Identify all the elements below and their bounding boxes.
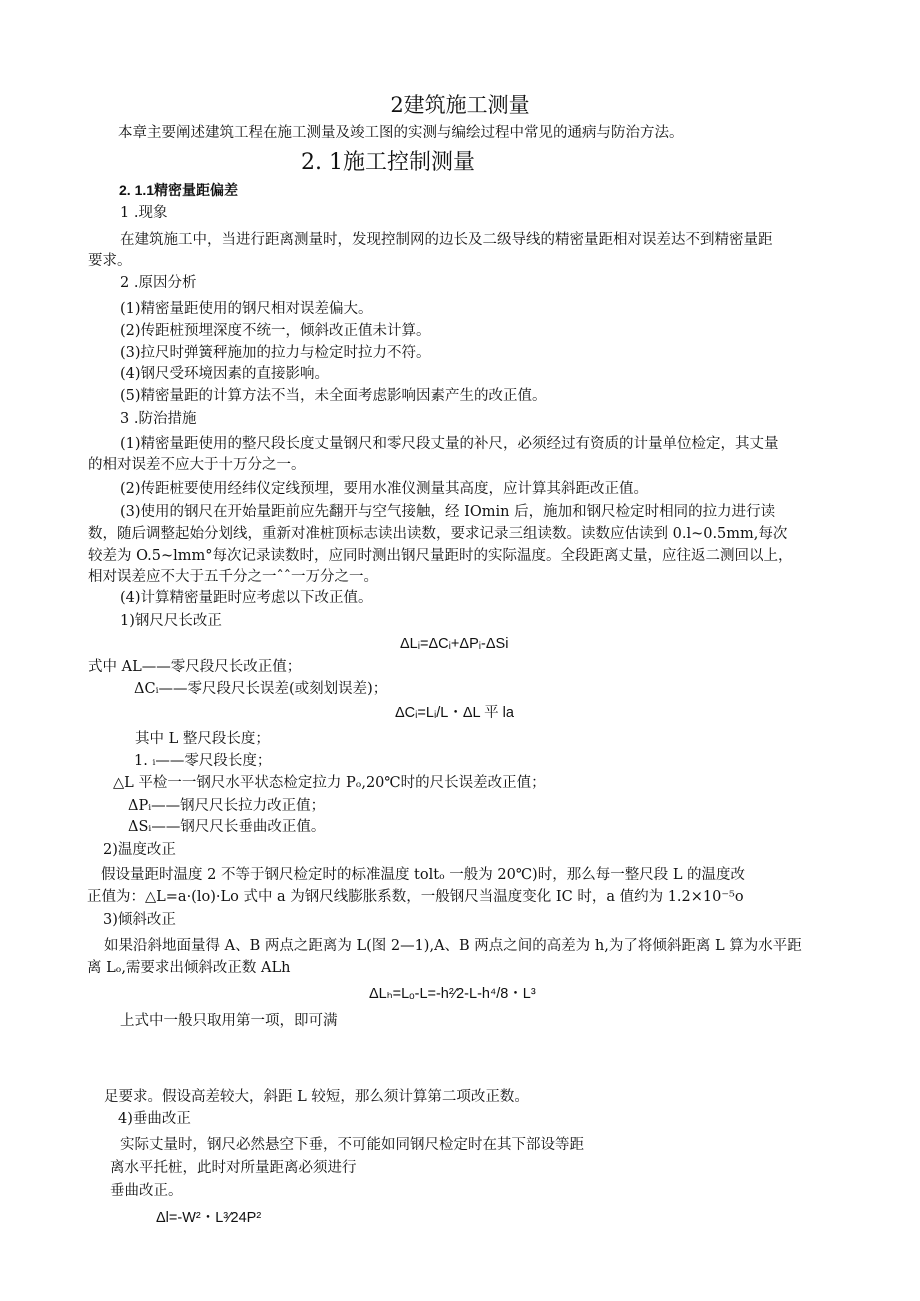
text-line: (2)传距桩要使用经纬仪定线预埋，要用水准仪测量其高度，应计算其斜距改正值。: [120, 481, 649, 497]
formula: Δl=-W²・L³⁄24P²: [156, 1210, 262, 1226]
text-line: (2)传距桩预埋深度不统一，倾斜改正值未计算。: [120, 323, 431, 339]
text-line: 1 .现象: [120, 205, 168, 221]
text-line: 2)温度改正: [103, 842, 176, 858]
text-line: 式中 AL——零尺段尺长改正值；: [88, 659, 302, 675]
text-line: 相对误差应不大于五千分之一ˆˆ一万分之一。: [88, 569, 378, 585]
formula: ΔCᵢ=Lᵢ/L・ΔL 平 la: [395, 705, 514, 721]
text-line: 3)倾斜改正: [103, 912, 176, 928]
formula: ΔLᵢ=ΔCᵢ+ΔPᵢ-ΔSi: [400, 636, 509, 652]
text-line: 4)垂曲改正: [118, 1111, 191, 1127]
text-line: 3 .防治措施: [120, 411, 197, 427]
text-line: 正值为：△L=a·(lo)·Lo 式中 a 为钢尺线膨胀系数，一般钢尺当温度变化 IC 时，a 值约为 1.2×10⁻⁵o: [87, 889, 744, 905]
text-line: 1)钢尺尺长改正: [120, 613, 222, 629]
text-line: 假设量距时温度 2 不等于钢尺检定时的标准温度 toltₒ 一般为 20℃)时，那么每一整尺段 L 的温度改: [101, 867, 746, 883]
subsection-heading: 2. 1.1精密量距偏差: [119, 182, 239, 198]
text-line: (4)钢尺受环境因素的直接影响。: [120, 366, 330, 382]
text-line: 如果沿斜地面量得 A、B 两点之距离为 L(图 2—1),A、B 两点之间的高差为 h,为了将倾斜距离 L 算为水平距: [104, 938, 802, 954]
text-line: ΔSᵢ——钢尺尺长垂曲改正值。: [128, 819, 326, 835]
text-line: 实际丈量时，钢尺必然悬空下垂，不可能如同钢尺检定时在其下部设等距: [120, 1137, 584, 1153]
text-line: 其中 L 整尺段长度；: [135, 731, 270, 747]
text-line: 要求。: [88, 253, 132, 269]
text-line: △L 平检一一钢尺水平状态检定拉力 Pₒ,20℃时的尺长误差改正值；: [113, 775, 546, 791]
text-line: (1)精密量距使用的钢尺相对误差偏大。: [120, 301, 373, 317]
text-line: 垂曲改正。: [110, 1183, 183, 1199]
text-line: 足要求。假设高差较大，斜距 L 较短，那么须计算第二项改正数。: [104, 1089, 529, 1105]
text-line: ΔPᵢ——钢尺尺长拉力改正值；: [128, 798, 326, 814]
text-line: (1)精密量距使用的整尺段长度丈量钢尺和零尺段丈量的补尺，必须经过有资质的计量单位检定，其丈量: [120, 436, 779, 452]
text-line: (4)计算精密量距时应考虑以下改正值。: [120, 590, 373, 606]
text-line: 在建筑施工中，当进行距离测量时，发现控制网的边长及二级导线的精密量距相对误差达不到精密量距: [120, 232, 773, 248]
text-line: 的相对误差不应大于十万分之一。: [88, 457, 306, 473]
formula: ΔLₕ=Lₒ-L=-h²⁄2-L-h⁴/8・L³: [369, 986, 536, 1002]
text-line: (5)精密量距的计算方法不当，未全面考虑影响因素产生的改正值。: [120, 388, 547, 404]
text-line: 数，随后调整起始分划线，重新对准桩顶标志读出读数，要求记录三组读数。读数应估读到 0.l~0.5mm,每次: [88, 526, 788, 542]
page-title: 2建筑施工测量: [390, 93, 530, 117]
text-line: 2 .原因分析: [120, 275, 197, 291]
text-line: 较差为 O.5~lmm°每次记录读数时，应同时测出钢尺量距时的实际温度。全段距离丈量，应往返二测回以上，: [88, 548, 793, 564]
section-heading: 2. 1施工控制测量: [301, 150, 475, 175]
text-line: 1. ᵢ——零尺段长度；: [134, 753, 272, 769]
text-line: (3)拉尺时弹簧秤施加的拉力与检定时拉力不符。: [120, 345, 431, 361]
text-line: 离 Lₒ,需要求出倾斜改正数 ALh: [87, 960, 291, 976]
text-line: 上式中一般只取用第一项，即可满: [120, 1013, 338, 1029]
text-line: 离水平托桩，此时对所量距离必须进行: [110, 1160, 357, 1176]
intro-paragraph: 本章主要阐述建筑工程在施工测量及竣工图的实测与编绘过程中常见的通病与防治方法。: [118, 125, 684, 141]
text-line: (3)使用的钢尺在开始量距前应先翻开与空气接触，经 IOmin 后，施加和钢尺检定时相同的拉力进行读: [120, 504, 776, 520]
text-line: ΔCᵢ——零尺段尺长误差(或刻划误差)；: [134, 681, 388, 697]
